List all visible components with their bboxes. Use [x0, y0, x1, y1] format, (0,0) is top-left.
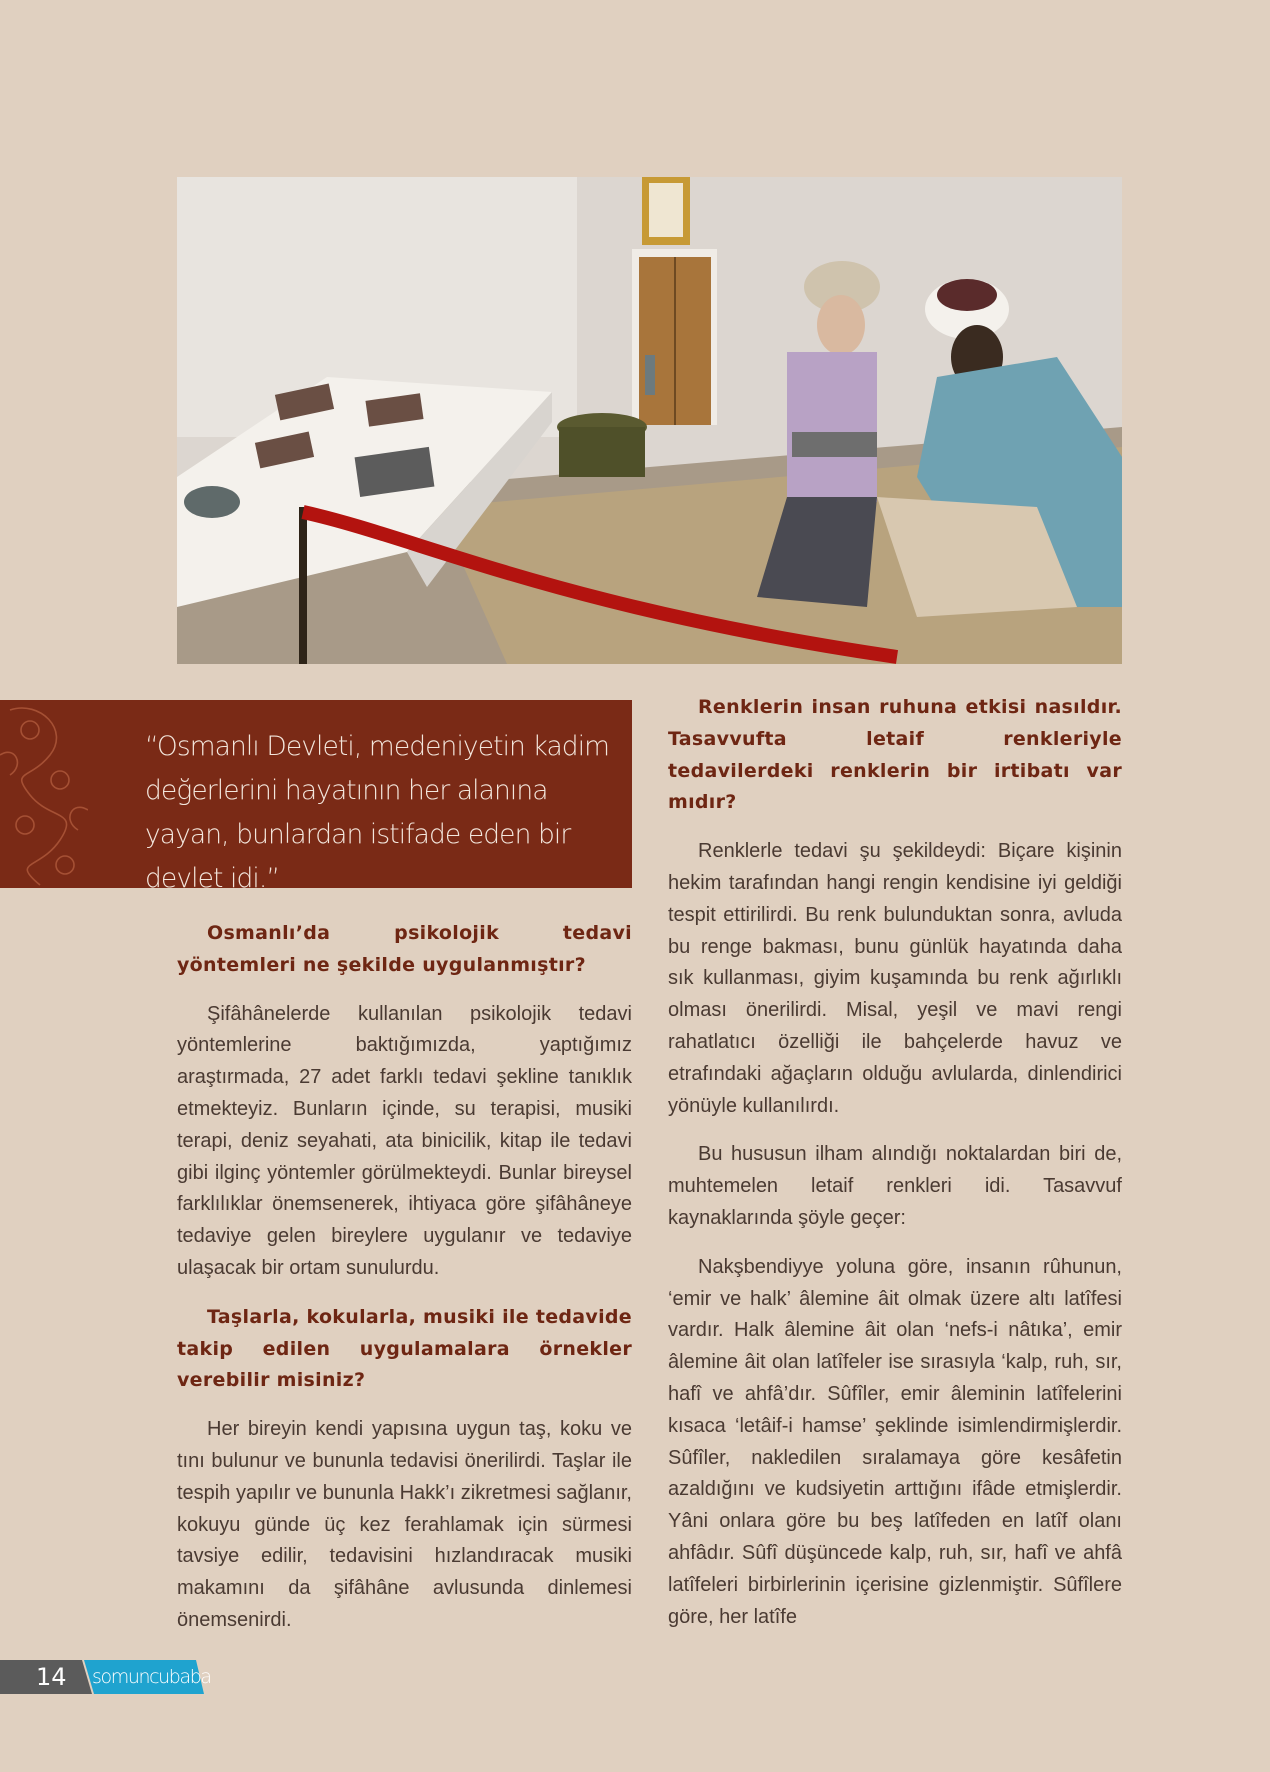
brand-logo-text: somuncubaba: [92, 1666, 211, 1688]
question-heading: Osmanlı’da psikolojik tedavi yöntemleri ne şekilde uygulanmıştır?: [177, 922, 632, 976]
body-paragraph: Şifâhânelerde kullanılan psikolojik tedavi yöntemlerine baktığımızda, yaptığımız araştırmada, 27 adet farklı tedavi şekline tanıklık etmekteyiz. Bunların içinde, su terapisi, musiki terapi, deniz seyahati, ata binicilik, kitap ile tedavi gibi ilginç yöntemler görülmekteydi. Bunlar bireysel farklılıklar önemsenerek, ihtiyaca göre şifâhâneye tedaviye gelen bireylere uygulanır ve tedaviye ulaşacak bir ortam sunulurdu.: [177, 1002, 632, 1279]
pull-quote-text: “Osmanlı Devleti, medeniyetin kadim değerlerini hayatının her alanına yayan, bunlardan istifade eden bir devlet idi.”: [145, 731, 610, 894]
floral-ornament: [0, 700, 88, 888]
question-heading: Renklerin insan ruhuna etkisi nasıldır. Tasavvufta letaif renkleriyle tedavilerdeki renklerin bir irtibatı var mıdır?: [668, 696, 1122, 814]
question-heading: Taşlarla, kokularla, musiki ile tedavide takip edilen uygulamalara örnekler verebilir misiniz?: [177, 1305, 632, 1392]
body-paragraph: Bu hususun ilham alındığı noktalardan biri de, muhtemelen letaif renkleri idi. Tasavvuf kaynaklarında şöyle geçer:: [668, 1143, 1122, 1229]
pull-quote-box: [0, 700, 632, 894]
museum-diorama-photo: [177, 177, 1122, 664]
body-paragraph: Nakşbendiyye yoluna göre, insanın rûhunun, ‘emir ve halk’ âlemine âit olmak üzere altı latîfesi vardır. Halk âlemine âit olan ‘nefs-i nâtıka’, emir âlemine âit olan latîfeler ise sırasıyla ‘kalp, ruh, sır, hafî ve ahfâ’dır. Sûfîler, emir âleminin latîfelerini kısaca ‘letâif-i hamse’ şeklinde isimlendirmişlerdir. Sûfîler, nakledilen sıralamaya göre kesâfetin azaldığını ve kudsiyetin arttığını ifâde etmişlerdir. Yâni onlara göre bu beş latîfeden en latîf olanı ahfâdır. Sûfî düşüncede kalp, ruh, sır, hafî ve ahfâ latîfeleri birbirlerinin içerisine gizlenmiştir. Sûfîlere göre, her latîfe: [668, 1255, 1122, 1628]
body-paragraph: Her bireyin kendi yapısına uygun taş, koku ve tını bulunur ve bununla tedavisi önerilirdi. Taşlar ile tespih yapılır ve bununla Hakk’ı zikretmesi sağlanır, kokuyu günde üç kez ferahlamak için sürmesi tavsiye edilir, tedavisini hızlandıracak musiki makamını da şifâhâne avlusunda dinlemesi önemsenirdi.: [177, 1418, 632, 1631]
body-paragraph: Renklerle tedavi şu şekildeydi: Biçare kişinin hekim tarafından hangi rengin kendisine iyi geldiği tespit ettirilirdi. Bu renk bulunduktan sonra, avluda bu renge bakması, bunu günlük hayatında daha sık kullanması, giyim kuşamında bu renk ağırlıklı olması önerilirdi. Misal, yeşil ve mavi rengi rahatlatıcı özelliği ile bahçelerde havuz ve etrafındaki ağaçların olduğu avlularda, dinlendirici yönüyle kullanılırdı.: [668, 840, 1122, 1117]
right-column: [668, 692, 1122, 1633]
left-column: [177, 918, 632, 1637]
page-number: 14: [36, 1663, 67, 1691]
